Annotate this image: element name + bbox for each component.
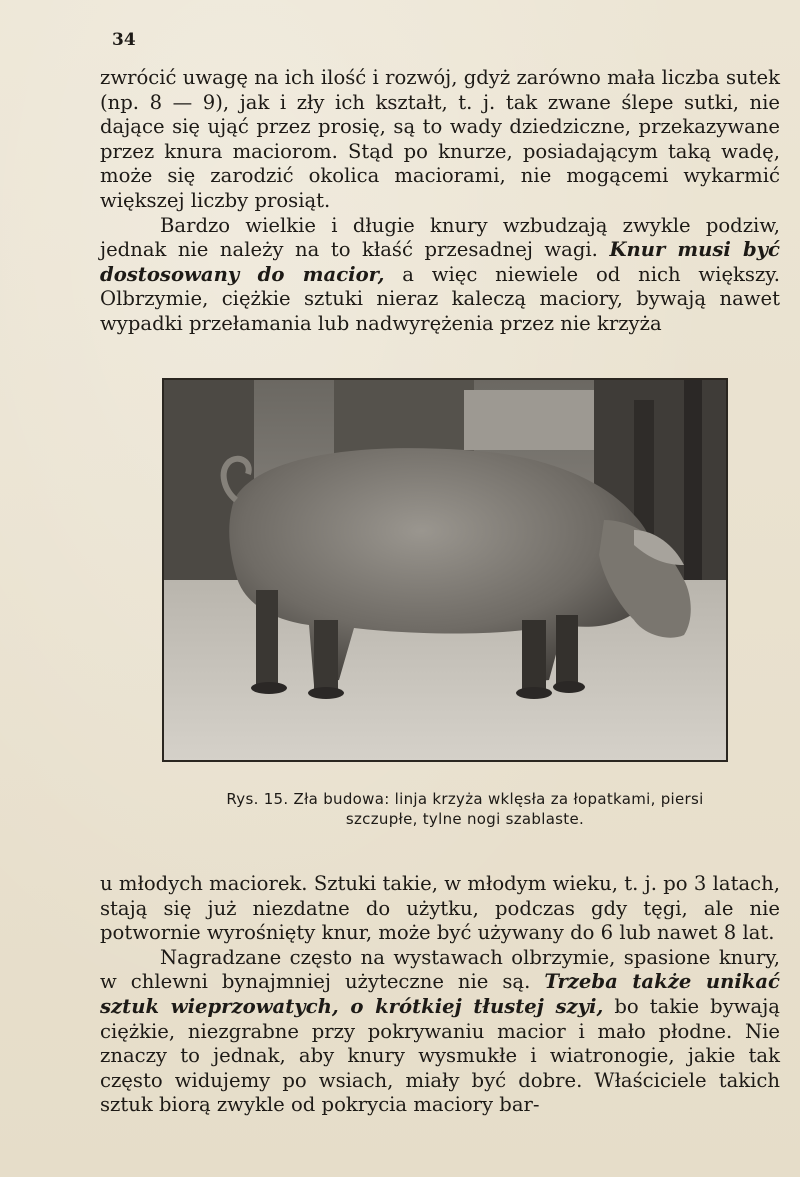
- paragraph-sutki: zwrócić uwagę na ich ilość i rozwój, gdyż zarówno mała liczba sutek (np. 8 — 9), jak i zły ich kształt, t. j. tak zwane ślepe sutki, nie dające się ująć przez prosię, są to wady dziedziczne, przekazywane przez knura maciorom. Stąd po knurze, posiadającym taką wadę, może się zarodzić okolica maciorami, nie mogącemi wykarmić większej liczby prosiąt.: [100, 66, 780, 212]
- paragraph-text: Nagradzane często na wystawach olbrzymie, spasione knury, w chlewni bynajmniej użyteczne nie są.: [100, 945, 780, 994]
- top-text-block: [100, 66, 780, 337]
- caption-line: Rys. 15. Zła budowa: linja krzyża wklęsła za łopatkami, piersi: [226, 790, 704, 808]
- paragraph-text: Bardzo wielkie i długie knury wzbudzają zwykle podziw, jednak nie należy na to kłaść przesadnej wagi.: [100, 213, 780, 262]
- paragraph-text: a więc niewiele od nich większy. Olbrzymie, ciężkie sztuki nieraz kaleczą maciory, bywają nawet wypadki przełamania lub nadwyrężenia przez nie krzyża: [100, 262, 780, 335]
- paragraph-wielkie-knury: [100, 214, 780, 337]
- bottom-text-block: [100, 872, 780, 1118]
- paragraph-mlode-maciorki: u młodych maciorek. Sztuki takie, w młodym wieku, t. j. po 3 latach, stają się już niezdatne do użytku, podczas gdy tęgi, ale nie potwornie wyrośnięty knur, może być używany do 6 lub nawet 8 lat.: [100, 872, 780, 945]
- pig-photograph: [162, 378, 728, 762]
- figure-caption: [150, 789, 780, 829]
- caption-line: szczupłe, tylne nogi szablaste.: [345, 810, 585, 828]
- paragraph-text: bo takie bywają ciężkie, niezgrabne przy pokrywaniu macior i mało płodne. Nie znaczy to jednak, aby knury wysmukłe i wiatronogie, jakie tak często widujemy po wsiach, miały być dobre. Właściciele takich sztuk biorą zwykle od pokrycia maciory bar-: [100, 994, 780, 1117]
- page-number: 34: [112, 30, 136, 50]
- paragraph-nagradzane: [100, 946, 780, 1118]
- emphasis-text: Trzeba także unikać sztuk wieprzowatych, o krótkiej tłustej szyi,: [100, 970, 780, 1018]
- emphasis-text: Knur musi być dostosowany do macior,: [100, 238, 780, 286]
